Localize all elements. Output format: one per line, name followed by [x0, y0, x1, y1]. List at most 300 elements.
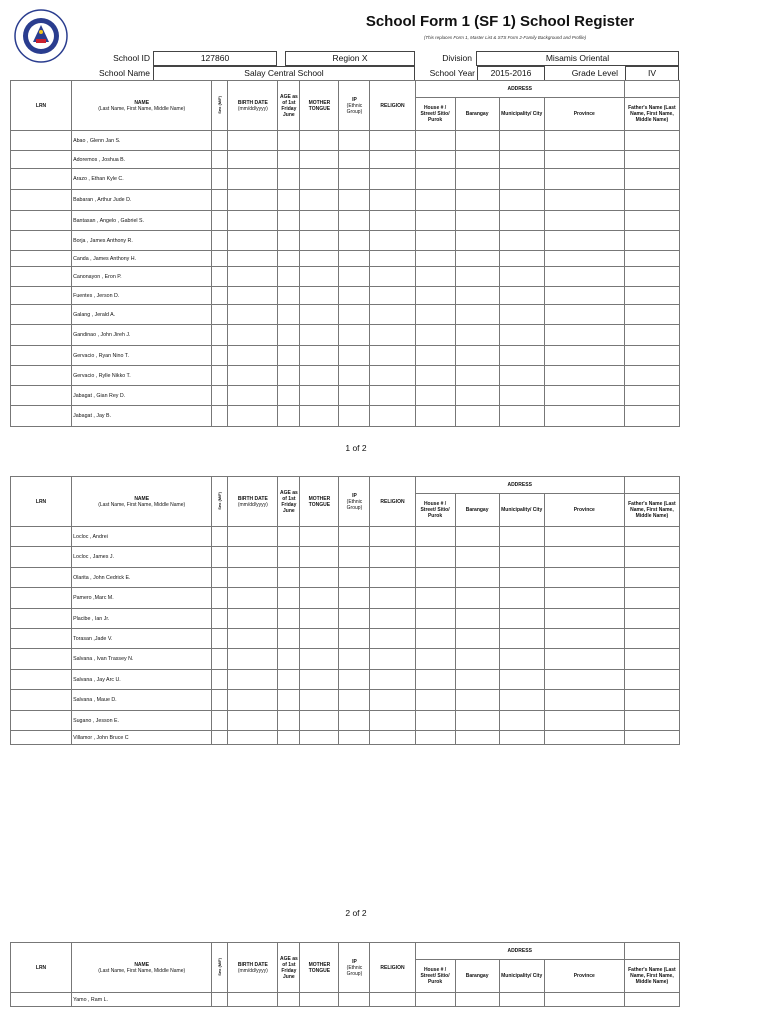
empty-cell [499, 231, 544, 251]
empty-cell [300, 287, 339, 305]
empty-cell [455, 629, 499, 649]
empty-cell [278, 366, 300, 386]
col-ip-text: IP [352, 96, 357, 103]
empty-cell [339, 629, 370, 649]
empty-cell [339, 287, 370, 305]
empty-cell [455, 325, 499, 346]
col-address-text: ADDRESS [507, 86, 532, 92]
empty-cell [212, 151, 228, 169]
empty-cell [544, 386, 624, 406]
empty-cell [339, 346, 370, 366]
empty-cell [624, 386, 679, 406]
empty-cell [455, 346, 499, 366]
school-id-label: School ID [113, 53, 150, 63]
student-name: Gervacio , Ryan Nino T. [72, 346, 212, 366]
student-name: Olarita , John Cedrick E. [72, 568, 212, 588]
student-name: Gervacio , Rylle Nikko T. [72, 366, 212, 386]
student-name: Canonayon , Eron P. [72, 267, 212, 287]
empty-cell [499, 568, 544, 588]
empty-cell [339, 169, 370, 190]
col-religion-text: RELIGION [380, 498, 405, 505]
empty-cell [415, 527, 455, 547]
col-birth-date [228, 477, 278, 527]
page-footer-2: 2 of 2 [345, 908, 367, 918]
empty-cell [11, 711, 72, 731]
col-house-street [415, 98, 455, 131]
empty-cell [228, 406, 278, 427]
empty-cell [624, 568, 679, 588]
empty-cell [228, 190, 278, 211]
col-municipality [499, 98, 544, 131]
empty-cell [278, 287, 300, 305]
empty-cell [455, 267, 499, 287]
empty-cell [624, 131, 679, 151]
col-age-text: AGE as of 1st Friday June [279, 955, 298, 980]
student-name: Abao , Glenn Jan S. [72, 131, 212, 151]
student-row [11, 151, 680, 169]
empty-cell [415, 366, 455, 386]
empty-cell [624, 251, 679, 267]
empty-cell [278, 251, 300, 267]
empty-cell [228, 629, 278, 649]
empty-cell [499, 366, 544, 386]
empty-cell [278, 346, 300, 366]
student-row [11, 406, 680, 427]
empty-cell [212, 131, 228, 151]
empty-cell [415, 588, 455, 609]
student-name: Babaran , Arthur Jude D. [72, 190, 212, 211]
empty-cell [544, 609, 624, 629]
empty-cell [544, 568, 624, 588]
deped-seal-logo [14, 9, 68, 63]
student-name: Canda , James Anthony H. [72, 251, 212, 267]
empty-cell [212, 305, 228, 325]
empty-cell [300, 629, 339, 649]
empty-cell [499, 993, 544, 1007]
col-municipality-text: Municipality/ City [501, 973, 543, 979]
empty-cell [624, 993, 679, 1007]
empty-cell [455, 190, 499, 211]
empty-cell [278, 169, 300, 190]
empty-cell [624, 151, 679, 169]
student-row [11, 670, 680, 690]
school-year-field: 2015-2016 [477, 66, 545, 81]
student-name: Salvana , Maue D. [72, 690, 212, 711]
empty-cell [11, 731, 72, 745]
empty-cell [228, 211, 278, 231]
col-name [72, 477, 212, 527]
empty-cell [228, 386, 278, 406]
student-name: Placibe , Ian Jr. [72, 609, 212, 629]
empty-cell [544, 547, 624, 568]
empty-cell [499, 251, 544, 267]
empty-cell [544, 527, 624, 547]
empty-cell [455, 211, 499, 231]
col-lrn [11, 477, 72, 527]
col-birth-date-subtext: (mm/dd/yyyy) [237, 501, 268, 508]
header-blank-cell [624, 943, 679, 960]
empty-cell [339, 649, 370, 670]
student-row [11, 169, 680, 190]
empty-cell [415, 568, 455, 588]
student-row [11, 629, 680, 649]
student-name: Yamo , Ram L. [72, 993, 212, 1007]
empty-cell [624, 609, 679, 629]
empty-cell [415, 190, 455, 211]
empty-cell [624, 527, 679, 547]
empty-cell [278, 629, 300, 649]
col-mother-tongue-text: MOTHER TONGUE [308, 961, 331, 974]
empty-cell [624, 629, 679, 649]
empty-cell [455, 609, 499, 629]
col-sex [212, 943, 228, 993]
empty-cell [212, 568, 228, 588]
register-table-page-1 [10, 80, 680, 427]
student-row [11, 386, 680, 406]
empty-cell [544, 131, 624, 151]
empty-cell [212, 731, 228, 745]
empty-cell [624, 711, 679, 731]
student-name: Locloc , Andrei [72, 527, 212, 547]
col-religion [370, 81, 415, 131]
student-name: Salvana , Jay Arc U. [72, 670, 212, 690]
col-address [415, 477, 624, 494]
student-row [11, 568, 680, 588]
student-row [11, 527, 680, 547]
col-address-text: ADDRESS [507, 482, 532, 488]
empty-cell [544, 231, 624, 251]
col-name-text: NAME [134, 495, 150, 502]
empty-cell [624, 287, 679, 305]
empty-cell [499, 305, 544, 325]
col-address-text: ADDRESS [507, 948, 532, 954]
header-blank-cell [624, 477, 679, 494]
col-name-subtext: (Last Name, First Name, Middle Name) [98, 105, 186, 112]
empty-cell [455, 588, 499, 609]
student-name: Arazo , Ethan Kyle C. [72, 169, 212, 190]
student-name: Jabagat , Jay B. [72, 406, 212, 427]
col-name-subtext: (Last Name, First Name, Middle Name) [98, 967, 186, 974]
empty-cell [339, 131, 370, 151]
empty-cell [278, 231, 300, 251]
empty-cell [300, 386, 339, 406]
empty-cell [370, 609, 415, 629]
empty-cell [370, 649, 415, 670]
col-municipality-text: Municipality/ City [501, 507, 543, 513]
empty-cell [278, 190, 300, 211]
empty-cell [624, 366, 679, 386]
student-row [11, 131, 680, 151]
empty-cell [300, 527, 339, 547]
empty-cell [278, 993, 300, 1007]
empty-cell [278, 267, 300, 287]
col-birth-date-subtext: (mm/dd/yyyy) [237, 105, 268, 112]
empty-cell [11, 690, 72, 711]
empty-cell [212, 346, 228, 366]
empty-cell [455, 690, 499, 711]
student-name: Pamero ,Marc M. [72, 588, 212, 609]
empty-cell [624, 169, 679, 190]
empty-cell [339, 993, 370, 1007]
student-row [11, 731, 680, 745]
empty-cell [499, 649, 544, 670]
empty-cell [415, 629, 455, 649]
empty-cell [544, 325, 624, 346]
col-lrn-text: LRN [35, 498, 47, 505]
empty-cell [11, 588, 72, 609]
empty-cell [339, 670, 370, 690]
empty-cell [228, 588, 278, 609]
empty-cell [212, 629, 228, 649]
col-house-street-text: House # / Street/ Sitio/ Purok [420, 501, 450, 519]
empty-cell [499, 527, 544, 547]
col-father-name [624, 494, 679, 527]
empty-cell [624, 649, 679, 670]
grade-level-field: IV [625, 66, 679, 81]
empty-cell [455, 993, 499, 1007]
empty-cell [499, 346, 544, 366]
empty-cell [544, 251, 624, 267]
empty-cell [339, 711, 370, 731]
empty-cell [300, 609, 339, 629]
col-name-text: NAME [134, 961, 150, 968]
empty-cell [544, 190, 624, 211]
school-id-field: 127860 [153, 51, 277, 66]
empty-cell [499, 670, 544, 690]
col-father-name [624, 960, 679, 993]
empty-cell [212, 649, 228, 670]
empty-cell [11, 251, 72, 267]
empty-cell [339, 609, 370, 629]
col-birth-date-text: BIRTH DATE [237, 961, 268, 968]
empty-cell [212, 547, 228, 568]
col-father-name [624, 98, 679, 131]
empty-cell [544, 629, 624, 649]
empty-cell [339, 527, 370, 547]
empty-cell [370, 325, 415, 346]
col-lrn [11, 943, 72, 993]
empty-cell [11, 325, 72, 346]
empty-cell [300, 346, 339, 366]
empty-cell [11, 131, 72, 151]
empty-cell [228, 527, 278, 547]
empty-cell [212, 588, 228, 609]
col-barangay [455, 494, 499, 527]
empty-cell [544, 406, 624, 427]
empty-cell [339, 305, 370, 325]
col-mother-tongue [300, 81, 339, 131]
empty-cell [499, 190, 544, 211]
empty-cell [11, 629, 72, 649]
empty-cell [300, 231, 339, 251]
empty-cell [544, 267, 624, 287]
empty-cell [11, 670, 72, 690]
empty-cell [415, 547, 455, 568]
header-blank-cell [624, 81, 679, 98]
table-header-row [11, 477, 680, 494]
empty-cell [339, 386, 370, 406]
empty-cell [278, 211, 300, 231]
col-barangay [455, 960, 499, 993]
empty-cell [455, 547, 499, 568]
col-house-street [415, 960, 455, 993]
table-header-row [11, 943, 680, 960]
empty-cell [278, 386, 300, 406]
empty-cell [300, 547, 339, 568]
empty-cell [300, 670, 339, 690]
page-footer-1: 1 of 2 [345, 443, 367, 453]
form-subtitle: (This replaces Form 1, Master List & STS Form 2-Family Background and Profile) [423, 35, 587, 40]
empty-cell [415, 151, 455, 169]
empty-cell [278, 731, 300, 745]
col-birth-date [228, 81, 278, 131]
col-religion-text: RELIGION [380, 102, 405, 109]
empty-cell [11, 406, 72, 427]
student-name: Bantasan , Angelo , Gabriel S. [72, 211, 212, 231]
student-row [11, 346, 680, 366]
empty-cell [212, 406, 228, 427]
empty-cell [370, 267, 415, 287]
empty-cell [228, 649, 278, 670]
col-religion [370, 477, 415, 527]
empty-cell [455, 231, 499, 251]
empty-cell [11, 169, 72, 190]
empty-cell [228, 547, 278, 568]
form-title: School Form 1 (SF 1) School Register [365, 13, 635, 30]
empty-cell [455, 169, 499, 190]
empty-cell [228, 731, 278, 745]
empty-cell [499, 267, 544, 287]
empty-cell [624, 670, 679, 690]
empty-cell [370, 386, 415, 406]
student-row [11, 690, 680, 711]
empty-cell [415, 131, 455, 151]
empty-cell [455, 670, 499, 690]
empty-cell [278, 131, 300, 151]
empty-cell [228, 151, 278, 169]
student-name: Sugano , Jesson E. [72, 711, 212, 731]
col-birth-date [228, 943, 278, 993]
empty-cell [212, 609, 228, 629]
empty-cell [278, 305, 300, 325]
empty-cell [415, 211, 455, 231]
empty-cell [339, 151, 370, 169]
empty-cell [212, 251, 228, 267]
empty-cell [624, 231, 679, 251]
empty-cell [11, 211, 72, 231]
empty-cell [212, 527, 228, 547]
empty-cell [370, 366, 415, 386]
empty-cell [278, 151, 300, 169]
empty-cell [11, 366, 72, 386]
empty-cell [228, 346, 278, 366]
grade-level-label: Grade Level [571, 68, 618, 78]
col-address [415, 943, 624, 960]
empty-cell [499, 169, 544, 190]
col-municipality [499, 494, 544, 527]
empty-cell [415, 993, 455, 1007]
register-table-page-3 [10, 942, 680, 1007]
empty-cell [339, 690, 370, 711]
empty-cell [415, 231, 455, 251]
col-age [278, 81, 300, 131]
col-name [72, 81, 212, 131]
empty-cell [228, 325, 278, 346]
empty-cell [11, 231, 72, 251]
empty-cell [212, 211, 228, 231]
table-header-row [11, 81, 680, 98]
empty-cell [455, 568, 499, 588]
empty-cell [11, 151, 72, 169]
empty-cell [624, 305, 679, 325]
empty-cell [544, 366, 624, 386]
empty-cell [339, 251, 370, 267]
col-age-text: AGE as of 1st Friday June [279, 93, 298, 118]
col-name-text: NAME [134, 99, 150, 106]
empty-cell [278, 406, 300, 427]
empty-cell [300, 568, 339, 588]
empty-cell [278, 568, 300, 588]
empty-cell [370, 690, 415, 711]
col-barangay-text: Barangay [465, 507, 489, 513]
empty-cell [300, 251, 339, 267]
empty-cell [228, 131, 278, 151]
empty-cell [11, 649, 72, 670]
empty-cell [415, 690, 455, 711]
col-province [544, 98, 624, 131]
empty-cell [415, 267, 455, 287]
empty-cell [339, 231, 370, 251]
col-name [72, 943, 212, 993]
empty-cell [455, 386, 499, 406]
student-row [11, 190, 680, 211]
col-house-street-text: House # / Street/ Sitio/ Purok [420, 105, 450, 123]
empty-cell [228, 231, 278, 251]
empty-cell [370, 131, 415, 151]
empty-cell [278, 588, 300, 609]
col-lrn [11, 81, 72, 131]
empty-cell [339, 547, 370, 568]
student-name: Villamor , John Bruce C [72, 731, 212, 745]
col-barangay-text: Barangay [465, 111, 489, 117]
empty-cell [624, 267, 679, 287]
empty-cell [228, 251, 278, 267]
student-row [11, 251, 680, 267]
empty-cell [278, 609, 300, 629]
empty-cell [415, 287, 455, 305]
empty-cell [455, 151, 499, 169]
empty-cell [300, 711, 339, 731]
empty-cell [300, 211, 339, 231]
col-sex-text: Sex (M/F) [216, 491, 222, 510]
student-row [11, 267, 680, 287]
empty-cell [544, 151, 624, 169]
empty-cell [415, 609, 455, 629]
empty-cell [300, 406, 339, 427]
empty-cell [339, 211, 370, 231]
col-municipality [499, 960, 544, 993]
empty-cell [212, 366, 228, 386]
empty-cell [228, 267, 278, 287]
empty-cell [499, 547, 544, 568]
empty-cell [499, 386, 544, 406]
empty-cell [370, 588, 415, 609]
student-row [11, 588, 680, 609]
col-mother-tongue-text: MOTHER TONGUE [308, 99, 331, 112]
empty-cell [415, 169, 455, 190]
empty-cell [415, 325, 455, 346]
empty-cell [415, 386, 455, 406]
